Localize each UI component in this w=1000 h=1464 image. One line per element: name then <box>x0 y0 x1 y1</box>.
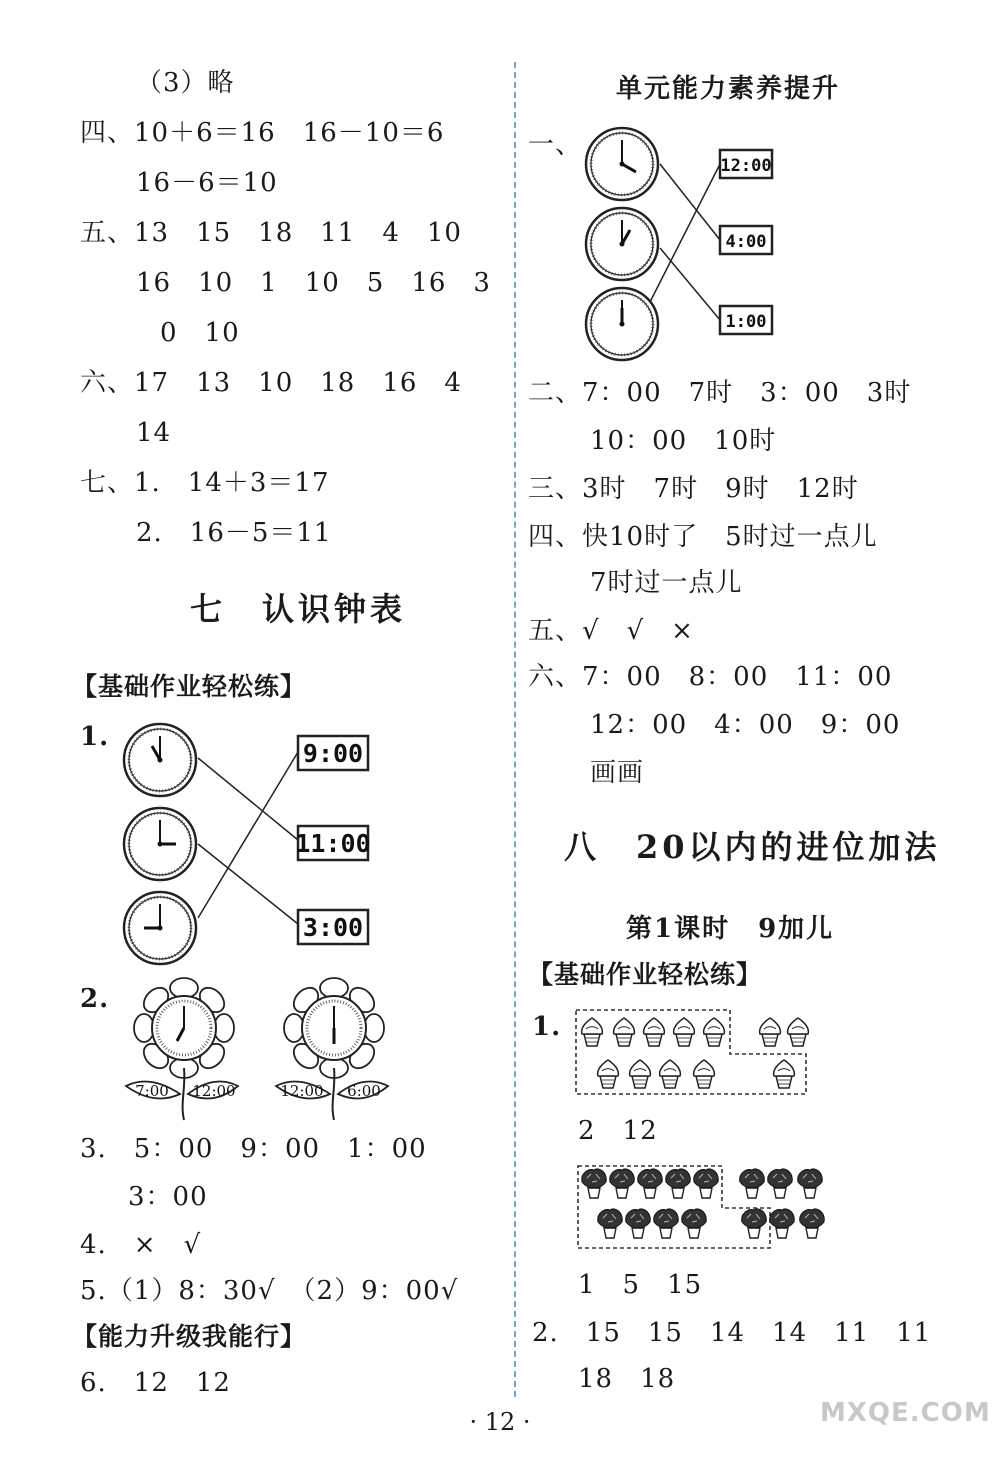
answer-line: 二、7：00 7时 3：00 3时 <box>528 378 912 408</box>
flower-pot-figure <box>574 1162 836 1254</box>
answer-line: 6. 12 12 <box>80 1368 231 1398</box>
answer-line: 2. 16－5＝11 <box>136 518 332 548</box>
column-divider <box>514 62 516 1397</box>
answer-line: 2. 15 15 14 14 11 11 <box>532 1318 932 1348</box>
answer-line: 画画 <box>590 758 645 788</box>
lesson-title: 第1课时 9加儿 <box>626 914 835 944</box>
answer-line: 1 5 15 <box>578 1270 703 1300</box>
answer-line: 六、7：00 8：00 11：00 <box>528 662 893 692</box>
digital-time: 11:00 <box>295 829 371 858</box>
digital-time: 4:00 <box>725 232 767 252</box>
analog-clock-4 <box>586 128 658 200</box>
answer-line: 14 <box>136 418 172 448</box>
leaf-time: 6:00 <box>347 1082 381 1100</box>
digital-time: 1:00 <box>725 312 767 332</box>
digital-time: 9:00 <box>302 739 364 768</box>
analog-clock-12 <box>586 288 658 360</box>
answer-line: 12：00 4：00 9：00 <box>590 710 901 740</box>
analog-clock-1 <box>586 208 658 280</box>
answer-line: 七、1. 14＋3＝17 <box>80 468 330 498</box>
answer-line: 3：00 <box>128 1182 208 1212</box>
question-number: 1. <box>532 1012 562 1042</box>
page-number: · 12 · <box>469 1408 531 1436</box>
digital-time: 12:00 <box>720 156 772 176</box>
chapter-title: 七 认识钟表 <box>190 590 407 628</box>
answer-line: 2 12 <box>578 1116 658 1146</box>
answer-line: 5.（1）8：30√ （2）9：00√ <box>80 1276 459 1306</box>
question-number: 一、 <box>528 130 583 160</box>
unit-title: 单元能力素养提升 <box>616 74 841 104</box>
answer-line: 4. × √ <box>80 1230 202 1260</box>
answer-line: 六、17 13 10 18 16 4 <box>80 368 462 398</box>
unit-clock-matching-figure <box>580 124 780 364</box>
answer-line: 五、13 15 18 11 4 10 <box>80 218 462 248</box>
chapter-title: 八 20以内的进位加法 <box>564 828 941 866</box>
answer-line: （3）略 <box>136 68 235 98</box>
answer-line: 7时过一点儿 <box>590 568 743 598</box>
clock-matching-figure <box>118 722 378 967</box>
question-number: 2. <box>80 984 110 1014</box>
answer-line: 16－6＝10 <box>136 168 278 198</box>
digital-time: 3:00 <box>302 913 364 942</box>
answer-line: 10：00 10时 <box>590 426 777 456</box>
answer-line: 四、10＋6＝16 16－10＝6 <box>80 118 445 148</box>
analog-clock-3 <box>124 808 196 880</box>
watermark: MXQE.COM <box>820 1398 991 1428</box>
answer-line: 五、√ √ × <box>528 616 694 646</box>
answer-line: 3. 5：00 9：00 1：00 <box>80 1134 427 1164</box>
flower-clocks-figure <box>120 978 400 1118</box>
question-number: 1. <box>80 722 110 752</box>
leaf-time: 12:00 <box>280 1082 324 1100</box>
section-label: 【基础作业轻松练】 <box>72 672 307 701</box>
answer-line: 18 18 <box>578 1364 676 1394</box>
answer-line: 0 10 <box>160 318 240 348</box>
section-label: 【基础作业轻松练】 <box>528 960 763 989</box>
leaf-time: 7:00 <box>135 1082 169 1100</box>
section-label: 【能力升级我能行】 <box>72 1322 307 1351</box>
ice-cream-figure <box>570 1006 815 1098</box>
answer-line: 三、3时 7时 9时 12时 <box>528 474 859 504</box>
analog-clock-11 <box>124 724 196 796</box>
answer-line: 四、快10时了 5时过一点儿 <box>528 522 878 552</box>
leaf-time: 12:00 <box>192 1082 236 1100</box>
answer-line: 16 10 1 10 5 16 3 <box>136 268 491 298</box>
analog-clock-9 <box>124 892 196 964</box>
